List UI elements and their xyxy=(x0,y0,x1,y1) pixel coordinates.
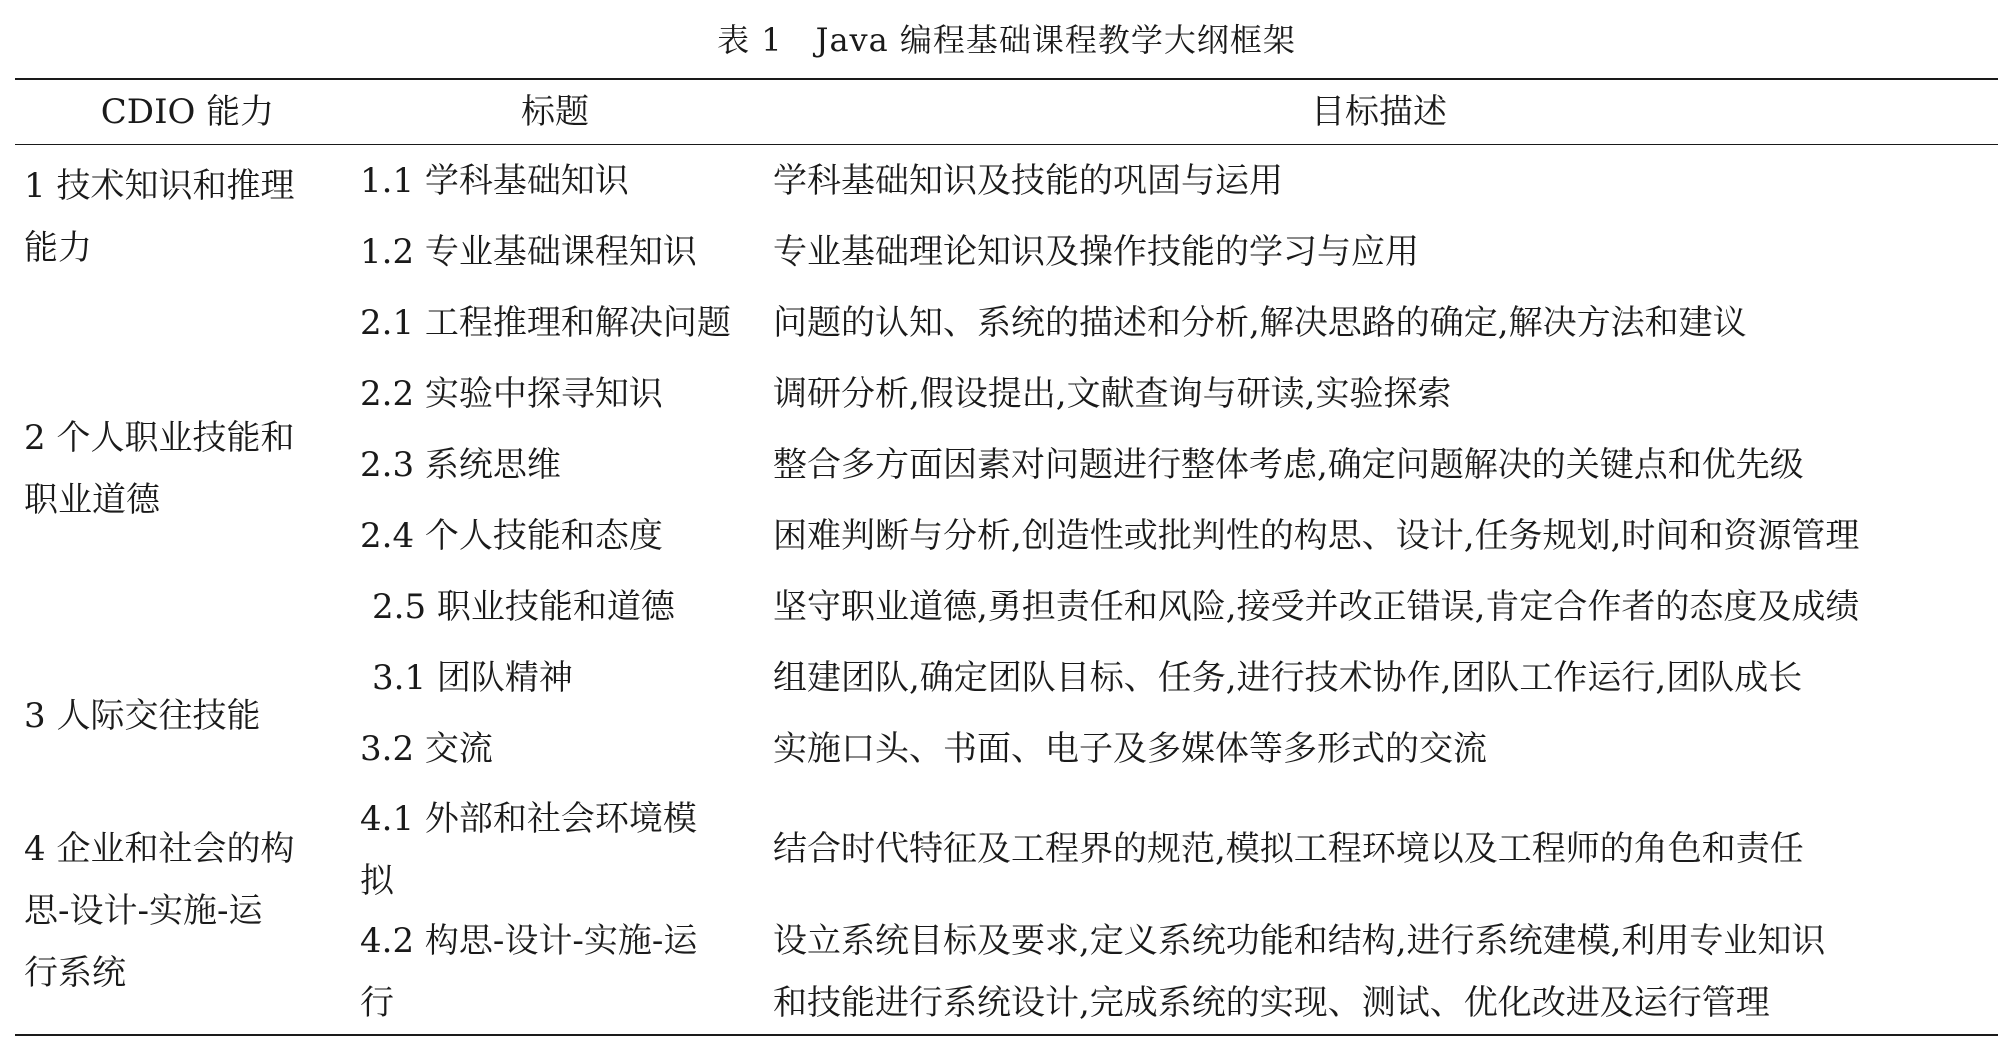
header-capability: CDIO 能力 xyxy=(100,92,275,132)
capability-group-3 xyxy=(24,685,354,747)
capability-group-1 xyxy=(24,155,354,279)
row-title-2-3: 2.3 系统思维 xyxy=(360,445,561,485)
row-desc-4-1: 结合时代特征及工程界的规范,模拟工程环境以及工程师的角色和责任 xyxy=(773,829,1804,869)
capability-group-4-line2: 思-设计-实施-运 xyxy=(24,891,263,931)
row-title-4-1-line1: 4.1 外部和社会环境模 xyxy=(360,799,697,839)
row-title-2-1: 2.1 工程推理和解决问题 xyxy=(360,303,731,343)
row-title-4-2-line2: 行 xyxy=(360,983,394,1023)
bottom-rule xyxy=(15,1034,1998,1036)
row-title-2-5: 2.5 职业技能和道德 xyxy=(372,587,675,627)
row-title-1-1: 1.1 学科基础知识 xyxy=(360,161,629,201)
capability-group-1-line1: 1 技术知识和推理 xyxy=(24,166,295,206)
row-desc-3-2: 实施口头、书面、电子及多媒体等多形式的交流 xyxy=(773,729,1487,769)
capability-group-3-line1: 3 人际交往技能 xyxy=(24,696,261,736)
row-desc-2-2: 调研分析,假设提出,文献查询与研读,实验探索 xyxy=(773,374,1452,414)
header-description: 目标描述 xyxy=(1311,92,1447,132)
row-desc-3-1: 组建团队,确定团队目标、任务,进行技术协作,团队工作运行,团队成长 xyxy=(773,658,1803,698)
row-title-4-1-line2: 拟 xyxy=(360,861,394,901)
row-desc-4-2 xyxy=(773,910,1998,1034)
row-title-3-1: 3.1 团队精神 xyxy=(372,658,573,698)
capability-group-2-line1: 2 个人职业技能和 xyxy=(24,418,295,458)
header-rule xyxy=(15,144,1998,145)
capability-group-2-line2: 职业道德 xyxy=(24,480,160,520)
capability-group-2 xyxy=(24,407,354,531)
capability-group-4-line3: 行系统 xyxy=(24,953,126,993)
row-desc-1-2: 专业基础理论知识及操作技能的学习与应用 xyxy=(773,232,1419,272)
row-title-2-4: 2.4 个人技能和态度 xyxy=(360,516,663,556)
row-desc-4-2-line2: 和技能进行系统设计,完成系统的实现、测试、优化改进及运行管理 xyxy=(773,983,1770,1023)
row-desc-2-3: 整合多方面因素对问题进行整体考虑,确定问题解决的关键点和优先级 xyxy=(773,445,1804,485)
row-desc-2-5: 坚守职业道德,勇担责任和风险,接受并改正错误,肯定合作者的态度及成绩 xyxy=(773,587,1860,627)
row-title-1-2: 1.2 专业基础课程知识 xyxy=(360,232,697,272)
header-title: 标题 xyxy=(521,92,589,132)
row-title-4-2 xyxy=(360,910,760,1034)
row-title-2-2: 2.2 实验中探寻知识 xyxy=(360,374,663,414)
row-desc-2-1: 问题的认知、系统的描述和分析,解决思路的确定,解决方法和建议 xyxy=(773,303,1747,343)
row-desc-2-4: 困难判断与分析,创造性或批判性的构思、设计,任务规划,时间和资源管理 xyxy=(773,516,1860,556)
row-desc-1-1: 学科基础知识及技能的巩固与运用 xyxy=(773,161,1283,201)
row-title-4-1 xyxy=(360,788,760,912)
row-desc-4-2-line1: 设立系统目标及要求,定义系统功能和结构,进行系统建模,利用专业知识 xyxy=(773,921,1826,961)
row-title-4-2-line1: 4.2 构思-设计-实施-运 xyxy=(360,921,698,961)
capability-group-4-line1: 4 企业和社会的构 xyxy=(24,829,295,869)
row-title-3-2: 3.2 交流 xyxy=(360,729,493,769)
capability-group-1-line2: 能力 xyxy=(24,228,92,268)
capability-group-4 xyxy=(24,818,354,1004)
table-caption: 表 1 Java 编程基础课程教学大纲框架 xyxy=(717,21,1296,59)
